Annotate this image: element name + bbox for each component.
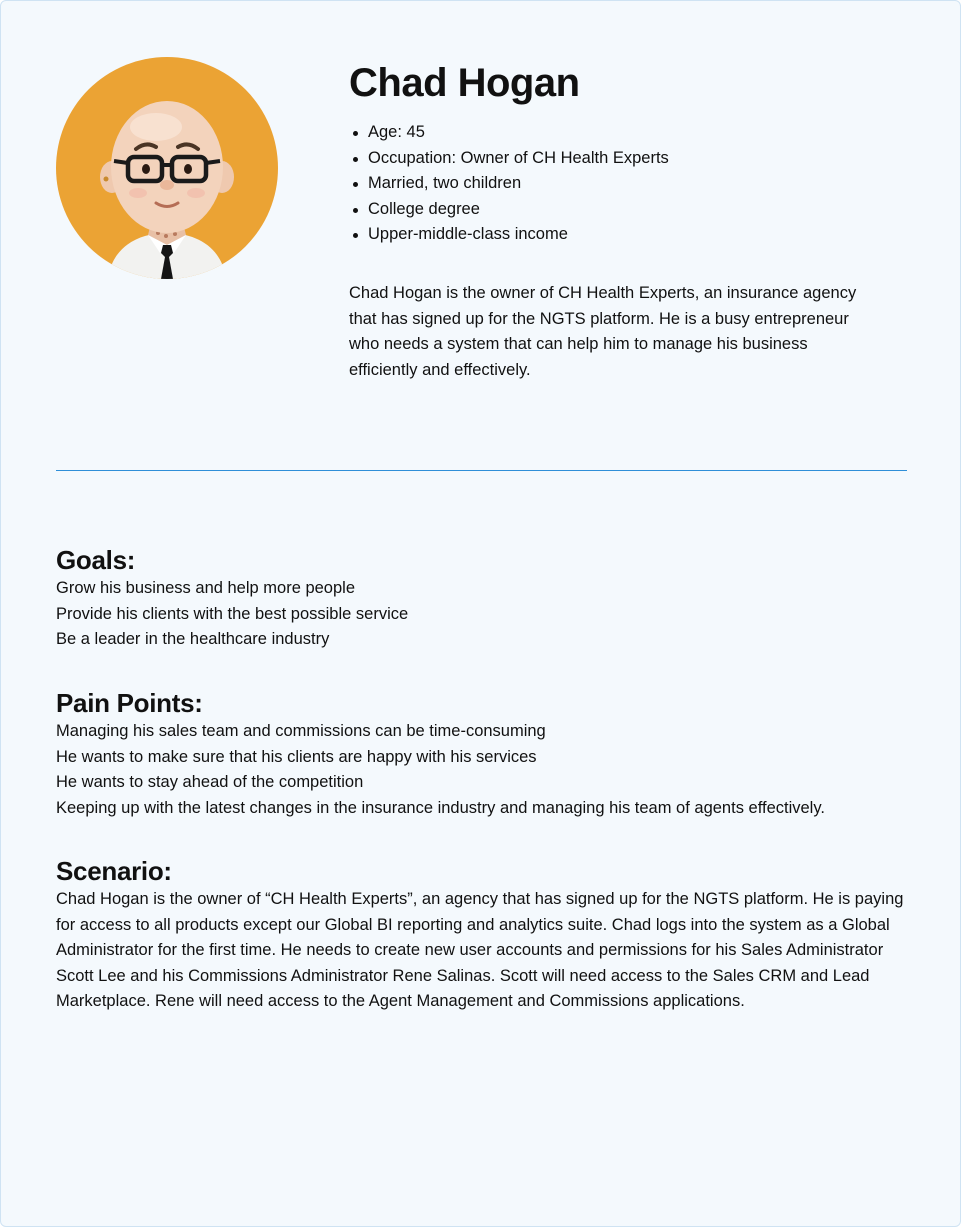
fact-occupation: Occupation: Owner of CH Health Experts: [349, 146, 669, 172]
scenario-heading: Scenario:: [56, 856, 172, 886]
fact-family: Married, two children: [349, 171, 669, 197]
pain-points-section: [56, 687, 916, 821]
goal-item: Grow his business and help more people: [56, 579, 356, 597]
persona-name: Chad Hogan: [349, 61, 580, 105]
persona-facts-list: [349, 120, 669, 248]
pain-point-item: Keeping up with the latest changes in the insurance industry and managing his team of agents effectively.: [56, 798, 825, 817]
fact-age: Age: 45: [349, 120, 669, 146]
section-divider: [56, 470, 907, 471]
pain-point-item: He wants to make sure that his clients are happy with his services: [56, 747, 537, 766]
persona-bio: Chad Hogan is the owner of CH Health Experts, an insurance agency that has signed up for the NGTS platform. He is a busy entrepreneur who needs a system that can help him to manage his business efficiently and effectively.: [349, 284, 857, 379]
pain-points-heading: Pain Points:: [56, 688, 203, 718]
scenario-section: [56, 855, 916, 1015]
pain-point-item: He wants to stay ahead of the competition: [56, 773, 364, 792]
fact-income: Upper-middle-class income: [349, 222, 669, 248]
pain-point-item: Managing his sales team and commissions can be time-consuming: [56, 722, 546, 740]
goal-item: Provide his clients with the best possible service: [56, 604, 409, 623]
fact-education: College degree: [349, 197, 669, 223]
scenario-text: Chad Hogan is the owner of “CH Health Experts”, an agency that has signed up for the NGTS platform. He is paying for access to all products except our Global BI reporting and analytics suite. Chad logs into the system as a Global Administrator for the first time. He needs to create new user accounts and permissions for his Sales Administrator Scott Lee and his Commissions Administrator Rene Salinas. Scott will need access to the Sales CRM and Lead Marketplace. Rene will need access to the Agent Management and Commissions applications.: [56, 890, 904, 1011]
persona-avatar: [56, 57, 278, 279]
goal-item: Be a leader in the healthcare industry: [56, 630, 330, 649]
goals-heading: Goals:: [56, 545, 136, 575]
goals-section: [56, 544, 916, 653]
